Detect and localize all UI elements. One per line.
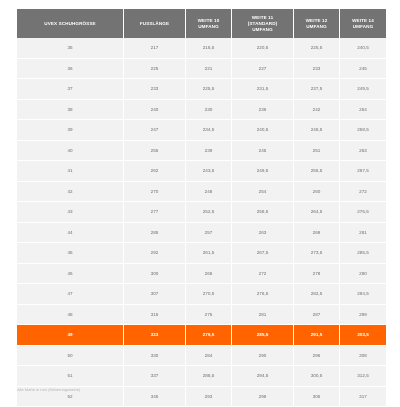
table-cell: 41 xyxy=(17,161,123,182)
column-header xyxy=(294,9,339,38)
table-cell: 278 xyxy=(294,264,339,285)
table-cell: 291,5 xyxy=(294,325,339,346)
table-cell: 282,5 xyxy=(294,284,339,305)
table-cell: 270,5 xyxy=(186,284,231,305)
table-cell: 263 xyxy=(340,141,386,162)
table-row xyxy=(17,100,386,121)
table-row xyxy=(17,161,386,182)
table-cell: 47 xyxy=(17,284,123,305)
table-cell: 299 xyxy=(232,387,293,407)
table-cell: 254 xyxy=(232,182,293,203)
table-cell: 225,5 xyxy=(294,38,339,59)
column-header-text: UMFANG xyxy=(306,24,327,29)
column-header-text: FUSSLÄNGE xyxy=(140,21,169,26)
table-cell: 266 xyxy=(186,264,231,285)
column-header-text: WEITE 14 xyxy=(352,18,374,23)
table-cell: 40 xyxy=(17,141,123,162)
table-cell: 242 xyxy=(294,100,339,121)
table-cell: 50 xyxy=(17,346,123,367)
table-cell: 254 xyxy=(340,100,386,121)
table-row xyxy=(17,305,386,326)
table-cell: 49 xyxy=(17,325,123,346)
table-cell: 221 xyxy=(186,59,231,80)
column-header-text: (STANDARD) xyxy=(248,21,278,26)
table-cell: 323 xyxy=(124,325,185,346)
table-cell: 308 xyxy=(340,346,386,367)
table-cell: 227 xyxy=(232,59,293,80)
table-cell: 264,5 xyxy=(294,202,339,223)
column-header-text: UMFANG xyxy=(198,24,219,29)
table-cell: 233 xyxy=(294,59,339,80)
table-cell: 276,5 xyxy=(340,202,386,223)
table-cell: 248 xyxy=(186,182,231,203)
column-header xyxy=(340,9,386,38)
table-cell: 257 xyxy=(186,223,231,244)
table-cell: 225,5 xyxy=(186,79,231,100)
table-cell: 337 xyxy=(124,366,185,387)
column-header xyxy=(186,9,231,38)
table-body xyxy=(17,38,386,407)
column-header-text: UMFANG xyxy=(353,24,374,29)
table-cell: 279,5 xyxy=(186,325,231,346)
table-cell: 38 xyxy=(17,100,123,121)
column-header-text: UVEX SCHUHGRÖSSE xyxy=(44,21,95,26)
table-cell: 276,5 xyxy=(232,284,293,305)
table-cell: 312,5 xyxy=(340,366,386,387)
table-cell: 255 xyxy=(124,141,185,162)
table-cell: 285 xyxy=(124,223,185,244)
table-cell: 243,5 xyxy=(186,161,231,182)
table-cell: 36 xyxy=(17,59,123,80)
footnote: Alle Maße in mm (Näherungswerte) xyxy=(17,387,80,392)
table-cell: 273,5 xyxy=(294,243,339,264)
table-cell: 247 xyxy=(124,120,185,141)
table-cell: 281 xyxy=(232,305,293,326)
table-cell: 285,5 xyxy=(340,243,386,264)
size-table-container xyxy=(16,9,386,407)
table-cell: 51 xyxy=(17,366,123,387)
table-row xyxy=(17,346,386,367)
table-cell: 249,5 xyxy=(232,161,293,182)
table-cell: 230 xyxy=(186,100,231,121)
table-cell: 216,5 xyxy=(186,38,231,59)
table-cell: 305 xyxy=(294,387,339,407)
table-cell: 52 xyxy=(17,387,123,407)
shoe-size-table xyxy=(16,9,387,407)
table-cell: 285,5 xyxy=(232,325,293,346)
table-row xyxy=(17,79,386,100)
table-cell: 217 xyxy=(124,38,185,59)
table-cell: 267,5 xyxy=(232,243,293,264)
table-cell: 272 xyxy=(232,264,293,285)
table-cell: 220,5 xyxy=(232,38,293,59)
table-cell: 303,5 xyxy=(340,325,386,346)
table-cell: 240 xyxy=(124,100,185,121)
table-row xyxy=(17,284,386,305)
table-row xyxy=(17,182,386,203)
table-cell: 252,5 xyxy=(186,202,231,223)
table-cell: 269 xyxy=(294,223,339,244)
column-header xyxy=(17,9,123,38)
table-cell: 251 xyxy=(294,141,339,162)
table-cell: 277 xyxy=(124,202,185,223)
table-row xyxy=(17,243,386,264)
table-cell: 296 xyxy=(294,346,339,367)
table-cell: 258,5 xyxy=(340,120,386,141)
table-cell: 262 xyxy=(124,161,185,182)
column-header-text: UMFANG xyxy=(252,27,273,32)
table-row xyxy=(17,202,386,223)
table-row xyxy=(17,264,386,285)
table-cell: 245 xyxy=(232,141,293,162)
table-cell: 245 xyxy=(340,59,386,80)
table-cell: 236 xyxy=(232,100,293,121)
table-cell: 42 xyxy=(17,182,123,203)
column-header-text: WEITE 12 xyxy=(306,18,328,23)
table-cell: 45 xyxy=(17,243,123,264)
table-cell: 234,5 xyxy=(186,120,231,141)
table-cell: 39 xyxy=(17,120,123,141)
table-cell: 290 xyxy=(232,346,293,367)
table-row xyxy=(17,223,386,244)
column-header-text: WEITE 11 xyxy=(252,15,273,20)
table-cell: 35 xyxy=(17,38,123,59)
table-cell: 258,5 xyxy=(232,202,293,223)
table-cell: 299 xyxy=(340,305,386,326)
table-cell: 48 xyxy=(17,305,123,326)
table-row xyxy=(17,141,386,162)
table-cell: 284 xyxy=(186,346,231,367)
table-cell: 300,5 xyxy=(294,366,339,387)
table-cell: 270 xyxy=(124,182,185,203)
table-row-highlighted xyxy=(17,325,386,346)
table-row xyxy=(17,59,386,80)
table-cell: 345 xyxy=(124,387,185,407)
column-header-text: WEITE 10 xyxy=(198,18,220,23)
table-cell: 240,5 xyxy=(340,38,386,59)
table-row xyxy=(17,38,386,59)
table-row xyxy=(17,120,386,141)
table-cell: 233 xyxy=(124,79,185,100)
table-cell: 267,5 xyxy=(340,161,386,182)
table-cell: 317 xyxy=(340,387,386,407)
table-cell: 292 xyxy=(124,243,185,264)
table-cell: 237,5 xyxy=(294,79,339,100)
table-cell: 287 xyxy=(294,305,339,326)
table-cell: 249,5 xyxy=(340,79,386,100)
table-cell: 261,5 xyxy=(186,243,231,264)
table-cell: 246,5 xyxy=(294,120,339,141)
column-header xyxy=(124,9,185,38)
table-cell: 300 xyxy=(124,264,185,285)
table-cell: 239 xyxy=(186,141,231,162)
table-cell: 330 xyxy=(124,346,185,367)
table-cell: 293 xyxy=(186,387,231,407)
table-cell: 275 xyxy=(186,305,231,326)
table-cell: 255,5 xyxy=(294,161,339,182)
table-header-row xyxy=(17,9,386,38)
table-cell: 263 xyxy=(232,223,293,244)
table-row xyxy=(17,366,386,387)
table-cell: 44 xyxy=(17,223,123,244)
table-cell: 37 xyxy=(17,79,123,100)
table-cell: 272 xyxy=(340,182,386,203)
table-cell: 46 xyxy=(17,264,123,285)
table-cell: 225 xyxy=(124,59,185,80)
table-cell: 288,5 xyxy=(186,366,231,387)
table-cell: 240,5 xyxy=(232,120,293,141)
column-header xyxy=(232,9,293,38)
table-cell: 260 xyxy=(294,182,339,203)
table-cell: 281 xyxy=(340,223,386,244)
table-cell: 43 xyxy=(17,202,123,223)
table-cell: 290 xyxy=(340,264,386,285)
table-cell: 315 xyxy=(124,305,185,326)
table-cell: 294,5 xyxy=(340,284,386,305)
table-cell: 294,5 xyxy=(232,366,293,387)
table-cell: 231,5 xyxy=(232,79,293,100)
table-cell: 307 xyxy=(124,284,185,305)
